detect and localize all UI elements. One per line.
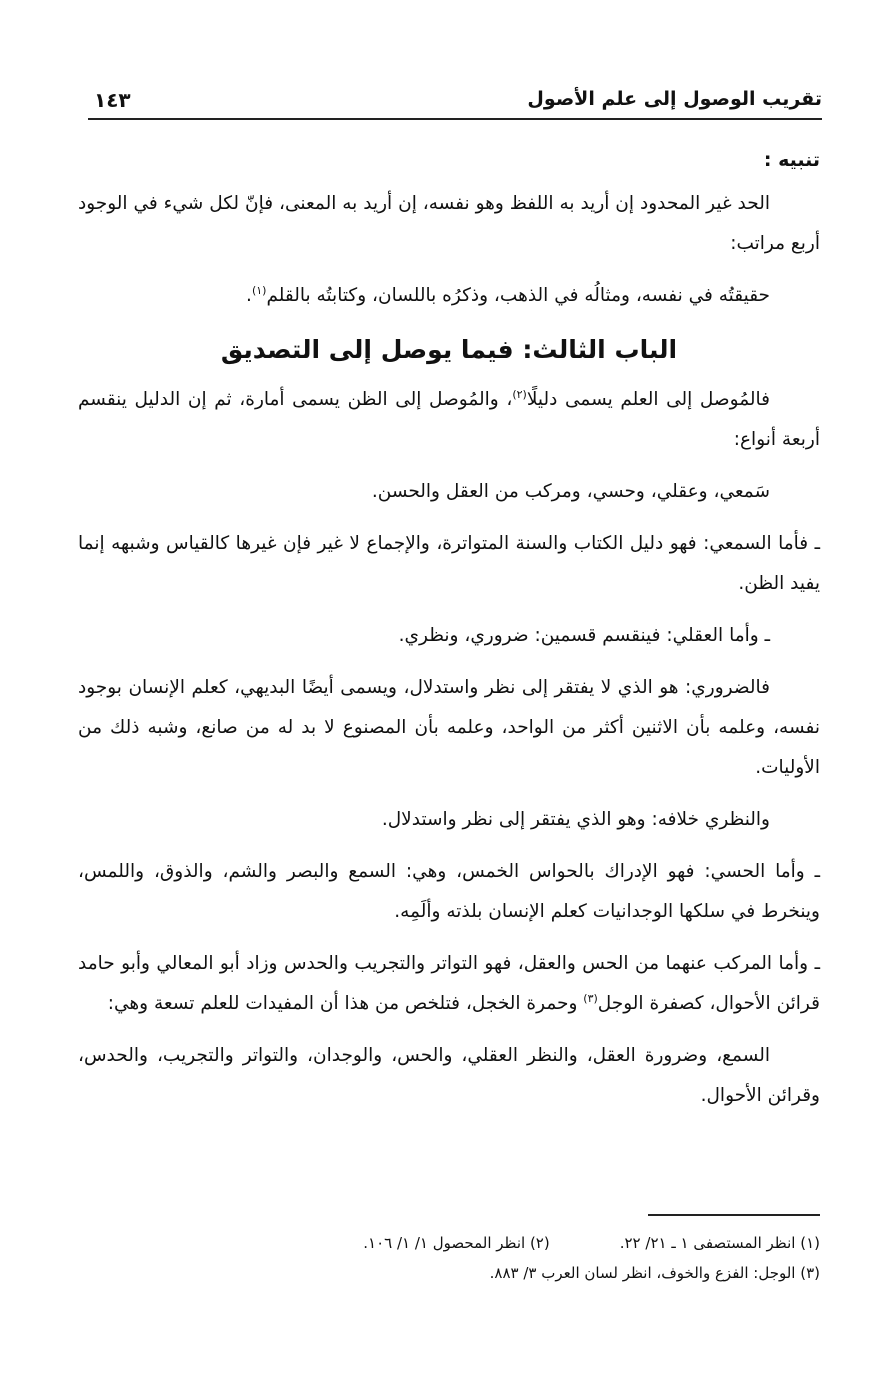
- four-ranks-end: .: [246, 285, 252, 306]
- paragraph-definition: الحد غير المحدود إن أريد به اللفظ وهو نفسه، إن أريد به المعنى، فإنّ لكل شيء في الوجود أربع مراتب:: [78, 193, 820, 254]
- paragraph-rational: ـ وأما العقلي: فينقسم قسمين: ضروري، ونظري.: [398, 625, 770, 646]
- footnote-ref-2: (٢): [512, 387, 527, 401]
- main-text: [78, 140, 820, 1116]
- paragraph-sensory: ـ وأما الحسي: فهو الإدراك بالحواس الخمس، وهي: السمع والبصر والشم، والذوق، واللمس، وينخرط في سلكها الوجدانيات كعلم الإنسان بلذته وألَمِه.: [78, 861, 820, 922]
- paragraph-necessary: فالضروري: هو الذي لا يفتقر إلى نظر واستدلال، ويسمى أيضًا البديهي، كعلم الإنسان بوجود نفسه، وعلمه بأن الاثنين أكثر من الواحد، وعلمه بأن المصنوع لا بد له من صانع، وشبه ذلك من الأوليات.: [78, 677, 820, 778]
- evidence-text-b: ، والمُوصل إلى الظن يسمى أمارة، ثم إن الدليل ينقسم أربعة أنواع:: [78, 389, 820, 450]
- paragraph-evidence: [78, 380, 820, 460]
- footnote-2: (٢) انظر المحصول ١/ ١/ ١٠٦.: [363, 1234, 550, 1252]
- page-header: [88, 88, 822, 116]
- paragraph-four-ranks: [78, 276, 820, 316]
- footnote-ref-3: (٣): [583, 991, 598, 1005]
- footnote-1: (١) انظر المستصفى ١ ـ ٢١/ ٢٢.: [619, 1234, 820, 1252]
- paragraph-compound: [78, 944, 820, 1024]
- running-title: تقريب الوصول إلى علم الأصول: [527, 88, 822, 110]
- chapter-heading: الباب الثالث: فيما يوصل إلى التصديق: [220, 335, 678, 364]
- compound-text-b: وحمرة الخجل، فتلخص من هذا أن المفيدات للعلم تسعة وهي:: [107, 993, 584, 1014]
- footnote-row: [150, 1228, 820, 1258]
- footnote-rule: [648, 1214, 820, 1216]
- paragraph-speculative: والنظري خلافه: وهو الذي يفتقر إلى نظر واستدلال.: [381, 809, 770, 830]
- footnote-row: [150, 1258, 820, 1288]
- footnote-3: (٣) الوجل: الفزع والخوف، انظر لسان العرب ٣/ ٨٨٣.: [489, 1264, 820, 1282]
- evidence-text-a: فالمُوصل إلى العلم يسمى دليلًا: [526, 389, 771, 410]
- page-number: ١٤٣: [94, 88, 131, 112]
- footnote-ref-1: (١): [251, 283, 267, 297]
- footnotes: [150, 1228, 820, 1288]
- paragraph-nine-sources: السمع، وضرورة العقل، والنظر العقلي، والحس، والوجدان، والتواتر والتجريب، والحدس، وقرائن الأحوال.: [78, 1045, 820, 1106]
- compound-text-a: ـ وأما المركب عنهما من الحس والعقل، فهو التواتر والتجريب والحدس وزاد أبو المعالي وأبو حامد قرائن الأحوال، كصفرة الوجل: [78, 953, 820, 1014]
- paragraph-types: سَمعي، وعقلي، وحسي، ومركب من العقل والحسن.: [371, 481, 770, 502]
- header-rule: [88, 118, 822, 120]
- note-label: تنبيه :: [763, 149, 820, 171]
- four-ranks-text: حقيقتُه في نفسه، ومثالُه في الذهب، وذكرُه باللسان، وكتابتُه بالقلم: [266, 285, 770, 306]
- paragraph-auditory: ـ فأما السمعي: فهو دليل الكتاب والسنة المتواترة، والإجماع لا غير فإن غيرها كالقياس وشبهه إنما يفيد الظن.: [78, 533, 820, 594]
